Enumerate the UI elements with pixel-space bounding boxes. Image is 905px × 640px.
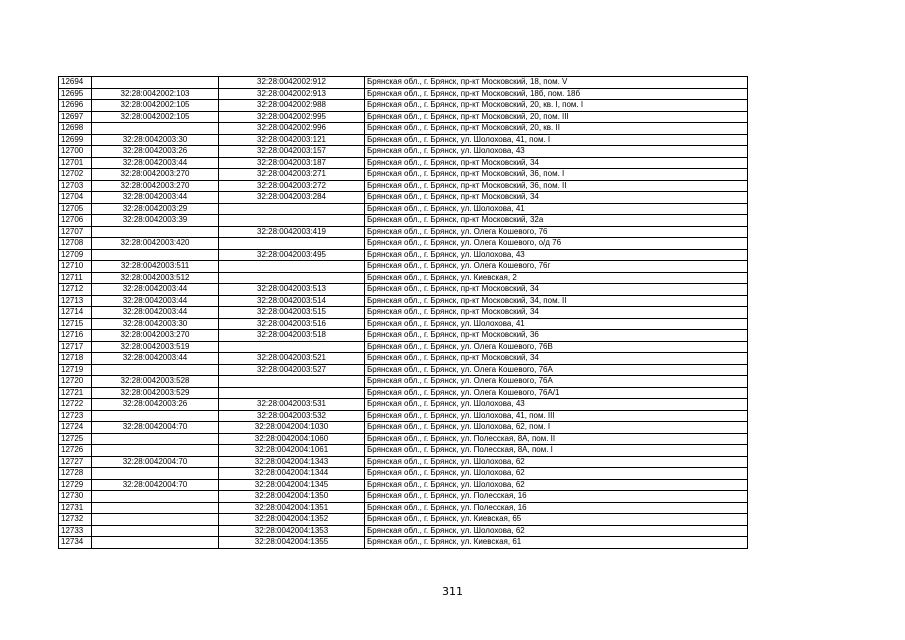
- table-row: [59, 318, 748, 330]
- row-number-cell: 12718: [59, 353, 92, 365]
- address-cell: Брянская обл., г. Брянск, ул. Полесская, 8А, пом. II: [365, 433, 748, 445]
- parent-cadastral-cell: 32:28:0042004:70: [92, 479, 219, 491]
- table-row: [59, 226, 748, 238]
- cadastral-number-cell: [219, 387, 365, 399]
- table-row: [59, 514, 748, 526]
- parent-cadastral-cell: 32:28:0042003:44: [92, 353, 219, 365]
- address-cell: Брянская обл., г. Брянск, ул. Шолохова, 62: [365, 456, 748, 468]
- cadastral-number-cell: 32:28:0042003:516: [219, 318, 365, 330]
- cadastral-number-cell: 32:28:0042003:532: [219, 410, 365, 422]
- address-cell: Брянская обл., г. Брянск, ул. Полесская, 16: [365, 502, 748, 514]
- parent-cadastral-cell: [92, 410, 219, 422]
- cadastral-number-cell: 32:28:0042004:1353: [219, 525, 365, 537]
- table-row: [59, 238, 748, 250]
- table-row: [59, 180, 748, 192]
- cadastral-number-cell: [219, 272, 365, 284]
- table-row: [59, 422, 748, 434]
- address-cell: Брянская обл., г. Брянск, пр-кт Московский, 34: [365, 192, 748, 204]
- parent-cadastral-cell: [92, 491, 219, 503]
- table-row: [59, 468, 748, 480]
- parent-cadastral-cell: [92, 123, 219, 135]
- table-row: [59, 77, 748, 89]
- cadastral-number-cell: 32:28:0042004:1030: [219, 422, 365, 434]
- row-number-cell: 12728: [59, 468, 92, 480]
- table-row: [59, 525, 748, 537]
- cadastral-number-cell: 32:28:0042003:514: [219, 295, 365, 307]
- row-number-cell: 12709: [59, 249, 92, 261]
- row-number-cell: 12717: [59, 341, 92, 353]
- parent-cadastral-cell: 32:28:0042003:30: [92, 134, 219, 146]
- parent-cadastral-cell: 32:28:0042002:105: [92, 100, 219, 112]
- address-cell: Брянская обл., г. Брянск, ул. Шолохова, 41, пом. III: [365, 410, 748, 422]
- row-number-cell: 12702: [59, 169, 92, 181]
- table-row: [59, 410, 748, 422]
- row-number-cell: 12733: [59, 525, 92, 537]
- parent-cadastral-cell: 32:28:0042003:270: [92, 330, 219, 342]
- address-cell: Брянская обл., г. Брянск, пр-кт Московский, 20, кв. II: [365, 123, 748, 135]
- table-row: [59, 502, 748, 514]
- cadastral-number-cell: 32:28:0042002:913: [219, 88, 365, 100]
- address-cell: Брянская обл., г. Брянск, пр-кт Московский, 34: [365, 157, 748, 169]
- cadastral-number-cell: 32:28:0042004:1344: [219, 468, 365, 480]
- address-cell: Брянская обл., г. Брянск, ул. Шолохова, 43: [365, 249, 748, 261]
- row-number-cell: 12734: [59, 537, 92, 549]
- cadastral-number-cell: 32:28:0042003:521: [219, 353, 365, 365]
- row-number-cell: 12697: [59, 111, 92, 123]
- cadastral-number-cell: [219, 238, 365, 250]
- parent-cadastral-cell: 32:28:0042004:70: [92, 456, 219, 468]
- parent-cadastral-cell: 32:28:0042003:30: [92, 318, 219, 330]
- page-number: 311: [442, 585, 463, 598]
- table-row: [59, 203, 748, 215]
- parent-cadastral-cell: 32:28:0042003:26: [92, 146, 219, 158]
- table-row: [59, 88, 748, 100]
- row-number-cell: 12730: [59, 491, 92, 503]
- row-number-cell: 12726: [59, 445, 92, 457]
- cadastral-number-cell: 32:28:0042002:988: [219, 100, 365, 112]
- table-row: [59, 284, 748, 296]
- parent-cadastral-cell: 32:28:0042004:70: [92, 422, 219, 434]
- table-row: [59, 100, 748, 112]
- row-number-cell: 12729: [59, 479, 92, 491]
- address-cell: Брянская обл., г. Брянск, ул. Шолохова, 41, пом. I: [365, 134, 748, 146]
- cadastral-number-cell: 32:28:0042002:995: [219, 111, 365, 123]
- row-number-cell: 12700: [59, 146, 92, 158]
- parent-cadastral-cell: [92, 249, 219, 261]
- row-number-cell: 12706: [59, 215, 92, 227]
- table-row: [59, 341, 748, 353]
- cadastral-number-cell: 32:28:0042004:1061: [219, 445, 365, 457]
- address-cell: Брянская обл., г. Брянск, пр-кт Московский, 32а: [365, 215, 748, 227]
- row-number-cell: 12721: [59, 387, 92, 399]
- cadastral-number-cell: 32:28:0042003:531: [219, 399, 365, 411]
- parent-cadastral-cell: 32:28:0042003:29: [92, 203, 219, 215]
- row-number-cell: 12724: [59, 422, 92, 434]
- row-number-cell: 12731: [59, 502, 92, 514]
- cadastral-number-cell: 32:28:0042003:271: [219, 169, 365, 181]
- parent-cadastral-cell: [92, 514, 219, 526]
- address-cell: Брянская обл., г. Брянск, ул. Шолохова, 62, пом. I: [365, 422, 748, 434]
- parent-cadastral-cell: 32:28:0042003:26: [92, 399, 219, 411]
- table-body: [59, 77, 748, 549]
- address-cell: Брянская обл., г. Брянск, ул. Олега Кошевого, 76А: [365, 376, 748, 388]
- row-number-cell: 12707: [59, 226, 92, 238]
- parent-cadastral-cell: 32:28:0042003:420: [92, 238, 219, 250]
- parent-cadastral-cell: 32:28:0042003:511: [92, 261, 219, 273]
- parent-cadastral-cell: [92, 525, 219, 537]
- row-number-cell: 12714: [59, 307, 92, 319]
- cadastral-number-cell: [219, 215, 365, 227]
- parent-cadastral-cell: [92, 502, 219, 514]
- cadastral-number-cell: [219, 341, 365, 353]
- parent-cadastral-cell: [92, 77, 219, 89]
- parent-cadastral-cell: 32:28:0042003:44: [92, 307, 219, 319]
- row-number-cell: 12722: [59, 399, 92, 411]
- address-cell: Брянская обл., г. Брянск, ул. Олега Кошевого, 76А/1: [365, 387, 748, 399]
- address-cell: Брянская обл., г. Брянск, пр-кт Московский, 20, кв. I, пом. I: [365, 100, 748, 112]
- cadastral-number-cell: 32:28:0042004:1355: [219, 537, 365, 549]
- parent-cadastral-cell: 32:28:0042003:512: [92, 272, 219, 284]
- address-cell: Брянская обл., г. Брянск, ул. Шолохова, 43: [365, 399, 748, 411]
- row-number-cell: 12699: [59, 134, 92, 146]
- address-cell: Брянская обл., г. Брянск, ул. Олега Кошевого, 76А: [365, 364, 748, 376]
- row-number-cell: 12696: [59, 100, 92, 112]
- table-row: [59, 249, 748, 261]
- row-number-cell: 12716: [59, 330, 92, 342]
- table-row: [59, 123, 748, 135]
- address-cell: Брянская обл., г. Брянск, ул. Полесская, 8А, пом. I: [365, 445, 748, 457]
- table-row: [59, 169, 748, 181]
- table-row: [59, 134, 748, 146]
- row-number-cell: 12708: [59, 238, 92, 250]
- cadastral-number-cell: 32:28:0042002:996: [219, 123, 365, 135]
- row-number-cell: 12698: [59, 123, 92, 135]
- table-row: [59, 272, 748, 284]
- table-row: [59, 456, 748, 468]
- cadastral-number-cell: [219, 376, 365, 388]
- table-row: [59, 376, 748, 388]
- row-number-cell: 12712: [59, 284, 92, 296]
- parent-cadastral-cell: [92, 226, 219, 238]
- row-number-cell: 12710: [59, 261, 92, 273]
- address-cell: Брянская обл., г. Брянск, пр-кт Московский, 36, пом. I: [365, 169, 748, 181]
- parent-cadastral-cell: [92, 433, 219, 445]
- table-row: [59, 261, 748, 273]
- row-number-cell: 12694: [59, 77, 92, 89]
- cadastral-number-cell: 32:28:0042003:518: [219, 330, 365, 342]
- table-row: [59, 491, 748, 503]
- address-cell: Брянская обл., г. Брянск, ул. Шолохова, 43: [365, 146, 748, 158]
- cadastral-number-cell: 32:28:0042003:515: [219, 307, 365, 319]
- cadastral-number-cell: 32:28:0042003:284: [219, 192, 365, 204]
- table-row: [59, 433, 748, 445]
- row-number-cell: 12704: [59, 192, 92, 204]
- table-row: [59, 111, 748, 123]
- address-cell: Брянская обл., г. Брянск, ул. Шолохова, 62: [365, 525, 748, 537]
- address-cell: Брянская обл., г. Брянск, ул. Шолохова, 62: [365, 479, 748, 491]
- table-row: [59, 353, 748, 365]
- parent-cadastral-cell: 32:28:0042003:519: [92, 341, 219, 353]
- parent-cadastral-cell: [92, 468, 219, 480]
- address-cell: Брянская обл., г. Брянск, ул. Шолохова, 41: [365, 203, 748, 215]
- address-cell: Брянская обл., г. Брянск, ул. Олега Кошевого, 76В: [365, 341, 748, 353]
- parent-cadastral-cell: 32:28:0042003:44: [92, 157, 219, 169]
- table-row: [59, 330, 748, 342]
- address-cell: Брянская обл., г. Брянск, пр-кт Московский, 34: [365, 307, 748, 319]
- row-number-cell: 12711: [59, 272, 92, 284]
- row-number-cell: 12703: [59, 180, 92, 192]
- parent-cadastral-cell: 32:28:0042002:103: [92, 88, 219, 100]
- address-cell: Брянская обл., г. Брянск, пр-кт Московский, 18, пом. V: [365, 77, 748, 89]
- row-number-cell: 12705: [59, 203, 92, 215]
- cadastral-number-cell: 32:28:0042003:157: [219, 146, 365, 158]
- cadastral-number-cell: 32:28:0042002:912: [219, 77, 365, 89]
- address-cell: Брянская обл., г. Брянск, ул. Киевская, 2: [365, 272, 748, 284]
- address-cell: Брянская обл., г. Брянск, пр-кт Московский, 34: [365, 284, 748, 296]
- row-number-cell: 12732: [59, 514, 92, 526]
- table-row: [59, 399, 748, 411]
- cadastral-number-cell: 32:28:0042004:1352: [219, 514, 365, 526]
- row-number-cell: 12725: [59, 433, 92, 445]
- cadastral-number-cell: 32:28:0042003:419: [219, 226, 365, 238]
- parent-cadastral-cell: 32:28:0042003:44: [92, 284, 219, 296]
- address-cell: Брянская обл., г. Брянск, пр-кт Московский, 34, пом. II: [365, 295, 748, 307]
- parent-cadastral-cell: 32:28:0042003:528: [92, 376, 219, 388]
- table-row: [59, 295, 748, 307]
- address-cell: Брянская обл., г. Брянск, пр-кт Московский, 18б, пом. 18б: [365, 88, 748, 100]
- parent-cadastral-cell: 32:28:0042003:39: [92, 215, 219, 227]
- address-cell: Брянская обл., г. Брянск, ул. Шолохова, 41: [365, 318, 748, 330]
- address-cell: Брянская обл., г. Брянск, ул. Киевская, 61: [365, 537, 748, 549]
- cadastral-number-cell: 32:28:0042003:272: [219, 180, 365, 192]
- parent-cadastral-cell: 32:28:0042003:270: [92, 169, 219, 181]
- row-number-cell: 12715: [59, 318, 92, 330]
- table-row: [59, 146, 748, 158]
- address-cell: Брянская обл., г. Брянск, ул. Олега Кошевого, 76г: [365, 261, 748, 273]
- cadastral-number-cell: 32:28:0042003:513: [219, 284, 365, 296]
- table-row: [59, 307, 748, 319]
- parent-cadastral-cell: 32:28:0042003:529: [92, 387, 219, 399]
- table-row: [59, 192, 748, 204]
- address-cell: Брянская обл., г. Брянск, ул. Олега Кошевого, о/д 76: [365, 238, 748, 250]
- row-number-cell: 12720: [59, 376, 92, 388]
- row-number-cell: 12701: [59, 157, 92, 169]
- table-row: [59, 364, 748, 376]
- cadastral-number-cell: 32:28:0042003:187: [219, 157, 365, 169]
- parent-cadastral-cell: [92, 364, 219, 376]
- cadastral-number-cell: 32:28:0042004:1345: [219, 479, 365, 491]
- parent-cadastral-cell: [92, 537, 219, 549]
- address-cell: Брянская обл., г. Брянск, ул. Олега Кошевого, 76: [365, 226, 748, 238]
- cadastral-number-cell: 32:28:0042004:1343: [219, 456, 365, 468]
- table-row: [59, 445, 748, 457]
- address-cell: Брянская обл., г. Брянск, ул. Киевская, 65: [365, 514, 748, 526]
- table-row: [59, 479, 748, 491]
- address-cell: Брянская обл., г. Брянск, пр-кт Московский, 36: [365, 330, 748, 342]
- table-row: [59, 157, 748, 169]
- cadastral-number-cell: 32:28:0042004:1350: [219, 491, 365, 503]
- address-cell: Брянская обл., г. Брянск, пр-кт Московский, 20, пом. III: [365, 111, 748, 123]
- cadastral-number-cell: 32:28:0042003:495: [219, 249, 365, 261]
- parent-cadastral-cell: [92, 445, 219, 457]
- cadastral-number-cell: [219, 261, 365, 273]
- cadastral-number-cell: 32:28:0042004:1060: [219, 433, 365, 445]
- parent-cadastral-cell: 32:28:0042003:44: [92, 295, 219, 307]
- address-cell: Брянская обл., г. Брянск, пр-кт Московский, 34: [365, 353, 748, 365]
- row-number-cell: 12719: [59, 364, 92, 376]
- address-cell: Брянская обл., г. Брянск, ул. Шолохова, 62: [365, 468, 748, 480]
- table-row: [59, 537, 748, 549]
- parent-cadastral-cell: 32:28:0042002:105: [92, 111, 219, 123]
- cadastral-table: [58, 76, 748, 549]
- parent-cadastral-cell: 32:28:0042003:44: [92, 192, 219, 204]
- cadastral-number-cell: 32:28:0042003:121: [219, 134, 365, 146]
- table-row: [59, 215, 748, 227]
- row-number-cell: 12695: [59, 88, 92, 100]
- cadastral-number-cell: 32:28:0042004:1351: [219, 502, 365, 514]
- cadastral-number-cell: 32:28:0042003:527: [219, 364, 365, 376]
- row-number-cell: 12727: [59, 456, 92, 468]
- table-row: [59, 387, 748, 399]
- cadastral-number-cell: [219, 203, 365, 215]
- row-number-cell: 12713: [59, 295, 92, 307]
- row-number-cell: 12723: [59, 410, 92, 422]
- address-cell: Брянская обл., г. Брянск, пр-кт Московский, 36, пом. II: [365, 180, 748, 192]
- address-cell: Брянская обл., г. Брянск, ул. Полесская, 16: [365, 491, 748, 503]
- parent-cadastral-cell: 32:28:0042003:270: [92, 180, 219, 192]
